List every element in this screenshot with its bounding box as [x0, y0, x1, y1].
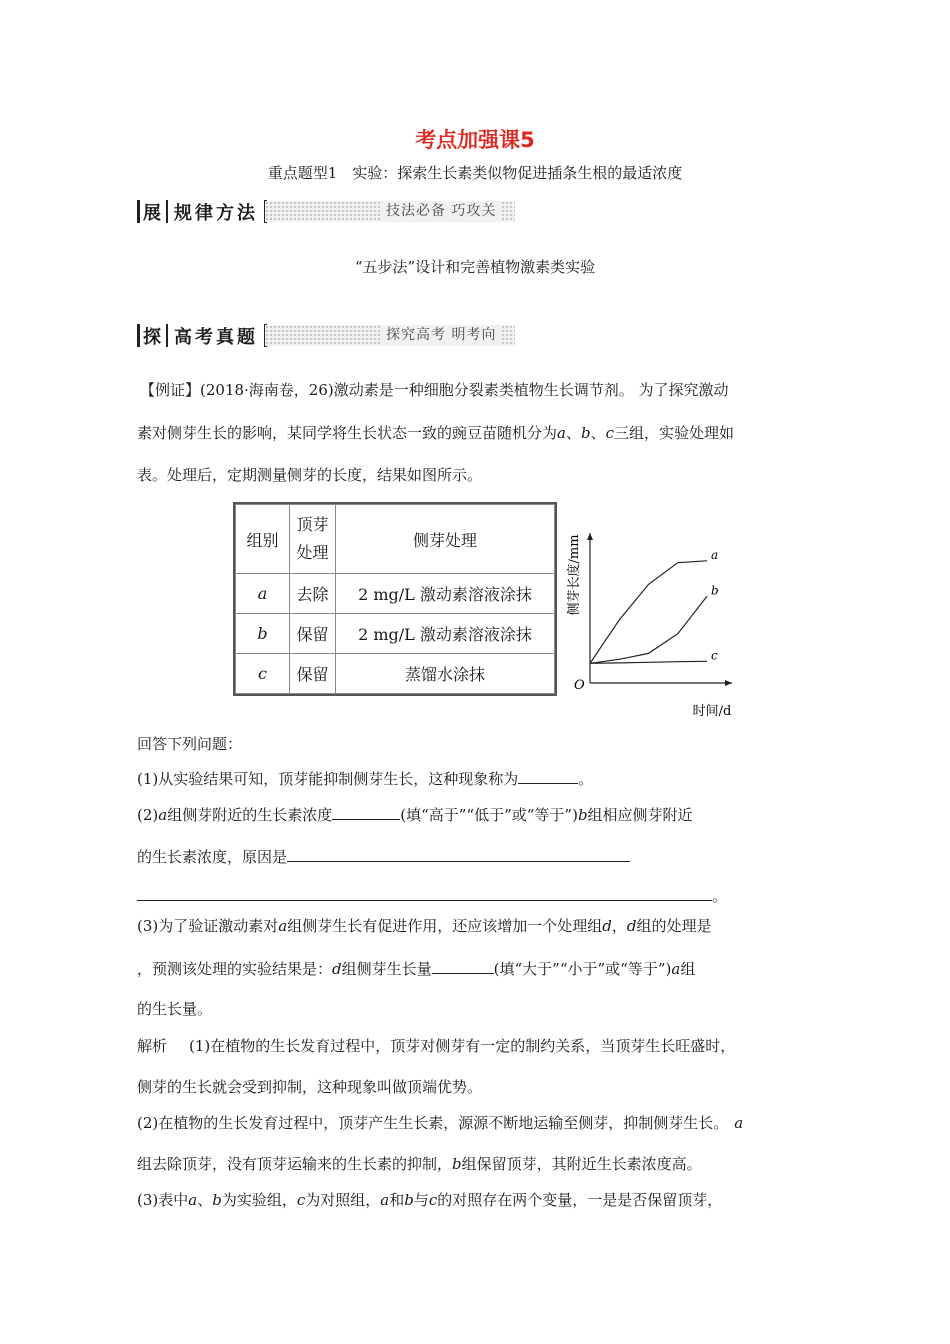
- analysis-line-3: [137, 1112, 743, 1133]
- q3-text: ，预测该处理的实验结果是：: [137, 960, 333, 978]
- banner-tag: 探究高考 明考向: [382, 325, 500, 346]
- q1-text: (1)从实验结果可知，顶芽能抑制侧芽生长，这种现象称为: [137, 770, 519, 788]
- table-cell: c: [236, 654, 290, 694]
- analysis-text: (1)在植物的生长发育过程中，顶芽对侧芽有一定的制约关系，当顶芽生长旺盛时，: [189, 1037, 736, 1055]
- q3-text: 组侧芽生长有促进作用，还应该增加一个处理组: [287, 917, 603, 935]
- banner-bar: [137, 200, 140, 223]
- question-3-line-1: [137, 915, 711, 936]
- q2-end: 。: [712, 887, 728, 905]
- banner-bar: [166, 200, 168, 223]
- var-d: d: [626, 917, 637, 935]
- banner-char: 展: [143, 202, 161, 224]
- series-line-b: [590, 596, 707, 663]
- series-label-a: a: [711, 547, 719, 562]
- q3-fill-hint: (填“大于”“小于”或“等于”): [493, 960, 672, 978]
- banner-bar: [166, 324, 168, 347]
- banner-tag: 技法必备 巧攻关: [382, 201, 500, 222]
- question-2-line-1: [137, 803, 693, 825]
- table-cell: a: [236, 574, 290, 614]
- banner-bar: [137, 324, 140, 347]
- sep: 、: [565, 424, 581, 442]
- example-source: (2018·海南卷，26): [200, 381, 334, 399]
- analysis-label: 解析: [137, 1037, 168, 1055]
- question-3-line-3: 的生长量。: [137, 1000, 213, 1018]
- series-layer: [590, 548, 719, 664]
- var-a: a: [557, 424, 566, 442]
- section-banner-exam: [137, 322, 515, 349]
- var-b: b: [404, 1191, 414, 1209]
- q2-text: 组侧芽附近的生长素浓度: [167, 806, 333, 824]
- example-text: 激动素是一种细胞分裂素类植物生长调节剂。 为了探究激动: [333, 381, 729, 399]
- var-d: d: [602, 917, 612, 935]
- var-a: a: [734, 1114, 744, 1132]
- sep: ，: [611, 917, 627, 935]
- table-row: [236, 614, 555, 654]
- analysis-text: 组去除顶芽，没有顶芽运输来的生长素的抑制，: [137, 1155, 453, 1173]
- question-2-line-2: [137, 845, 630, 867]
- section-banner-method: [137, 198, 515, 225]
- y-axis-arrow: [587, 533, 593, 540]
- example-line-3: 表。处理后，定期测量侧芽的长度，结果如图所示。: [137, 466, 483, 484]
- sep: 、: [590, 424, 606, 442]
- banner-label: 高考真题: [174, 326, 258, 348]
- series-label-b: b: [711, 583, 719, 598]
- page-title: 考点加强课5: [415, 128, 535, 152]
- table-cell: 保留: [290, 614, 336, 654]
- q3-text: (3)为了验证激动素对: [137, 917, 279, 935]
- q2-fill-hint: (填“高于”“低于”或“等于”): [400, 806, 578, 824]
- example-line-1: [140, 379, 729, 400]
- q1-end: 。: [578, 770, 594, 788]
- banner-char: 探: [143, 326, 161, 348]
- sep: 、: [197, 1191, 213, 1209]
- analysis-text: (3)表中: [137, 1191, 189, 1209]
- y-axis-label: 侧芽长度/mm: [567, 534, 582, 616]
- table-cell: 保留: [290, 654, 336, 694]
- table-header: 顶芽处理: [290, 505, 336, 574]
- table-cell: 蒸馏水涂抹: [336, 654, 555, 694]
- var-b: b: [212, 1191, 222, 1209]
- table-row: [236, 654, 555, 694]
- q2-start: (2): [137, 806, 159, 824]
- var-a: a: [278, 917, 288, 935]
- var-c: c: [428, 1191, 438, 1209]
- series-line-c: [590, 661, 707, 663]
- q2-text: 的生长素浓度，原因是: [137, 848, 288, 866]
- analysis-line-5: [137, 1189, 722, 1210]
- var-c: c: [605, 424, 615, 442]
- table-cell: 2 mg/L 激动素溶液涂抹: [336, 614, 555, 654]
- example-text: 素对侧芽生长的影响，某同学将生长状态一致的豌豆苗随机分为: [137, 424, 558, 442]
- table-cell: b: [236, 614, 290, 654]
- question-1: [137, 767, 593, 789]
- analysis-line-2: 侧芽的生长就会受到抑制，这种现象叫做顶端优势。: [137, 1078, 483, 1096]
- section-method-text: “五步法”设计和完善植物激素类实验: [354, 258, 596, 276]
- var-a: a: [380, 1191, 390, 1209]
- page-subtitle: 重点题型1 实验：探索生长素类似物促进插条生根的最适浓度: [267, 164, 683, 182]
- origin-label: O: [574, 678, 585, 693]
- question-3-line-2: [137, 957, 695, 979]
- q2-reason-blank[interactable]: [287, 845, 630, 862]
- q3-text: 组: [680, 960, 696, 978]
- growth-chart: [560, 525, 740, 725]
- q3-blank[interactable]: [432, 957, 494, 974]
- series-label-c: c: [711, 648, 718, 663]
- table-header: 侧芽处理: [336, 505, 555, 574]
- table-header: 组别: [236, 505, 290, 574]
- table-cell: 2 mg/L 激动素溶液涂抹: [336, 574, 555, 614]
- analysis-text: (2)在植物的生长发育过程中，顶芽产生生长素，源源不断地运输至侧芽，抑制侧芽生长。: [137, 1114, 729, 1132]
- var-a: a: [671, 960, 681, 978]
- banner-label: 规律方法: [174, 202, 258, 224]
- analysis-text: 为实验组，: [221, 1191, 297, 1209]
- var-d: d: [332, 960, 342, 978]
- x-axis-arrow: [725, 680, 732, 686]
- example-text: 三组，实验处理如: [614, 424, 735, 442]
- table-cell: 去除: [290, 574, 336, 614]
- series-line-a: [590, 561, 707, 664]
- q1-blank[interactable]: [518, 767, 578, 784]
- var-a: a: [158, 806, 168, 824]
- example-line-2: [137, 422, 734, 443]
- example-lead: 【例证】: [140, 381, 201, 399]
- analysis-text: 为对照组，: [305, 1191, 381, 1209]
- analysis-text: 的对照存在两个变量，一是是否保留顶芽，: [437, 1191, 723, 1209]
- var-b: b: [580, 424, 591, 442]
- analysis-text: 与: [413, 1191, 429, 1209]
- questions-intro: 回答下列问题：: [137, 735, 243, 753]
- x-axis-label: 时间/d: [692, 704, 732, 719]
- treatment-table: [233, 502, 557, 696]
- var-a: a: [188, 1191, 198, 1209]
- q2-text: 组相应侧芽附近: [587, 806, 693, 824]
- var-c: c: [296, 1191, 306, 1209]
- q2-reason-blank-2[interactable]: [137, 884, 712, 901]
- analysis-text: 和: [389, 1191, 405, 1209]
- var-b: b: [452, 1155, 462, 1173]
- q2-blank[interactable]: [332, 803, 400, 820]
- question-2-line-3: [137, 884, 727, 906]
- table-row: [236, 574, 555, 614]
- analysis-text: 组保留顶芽，其附近生长素浓度高。: [461, 1155, 702, 1173]
- q3-text: 组侧芽生长量: [341, 960, 432, 978]
- var-b: b: [577, 806, 588, 824]
- analysis-line-4: [137, 1153, 702, 1174]
- q3-text: 组的处理是: [636, 917, 712, 935]
- analysis-line-1: [137, 1035, 735, 1056]
